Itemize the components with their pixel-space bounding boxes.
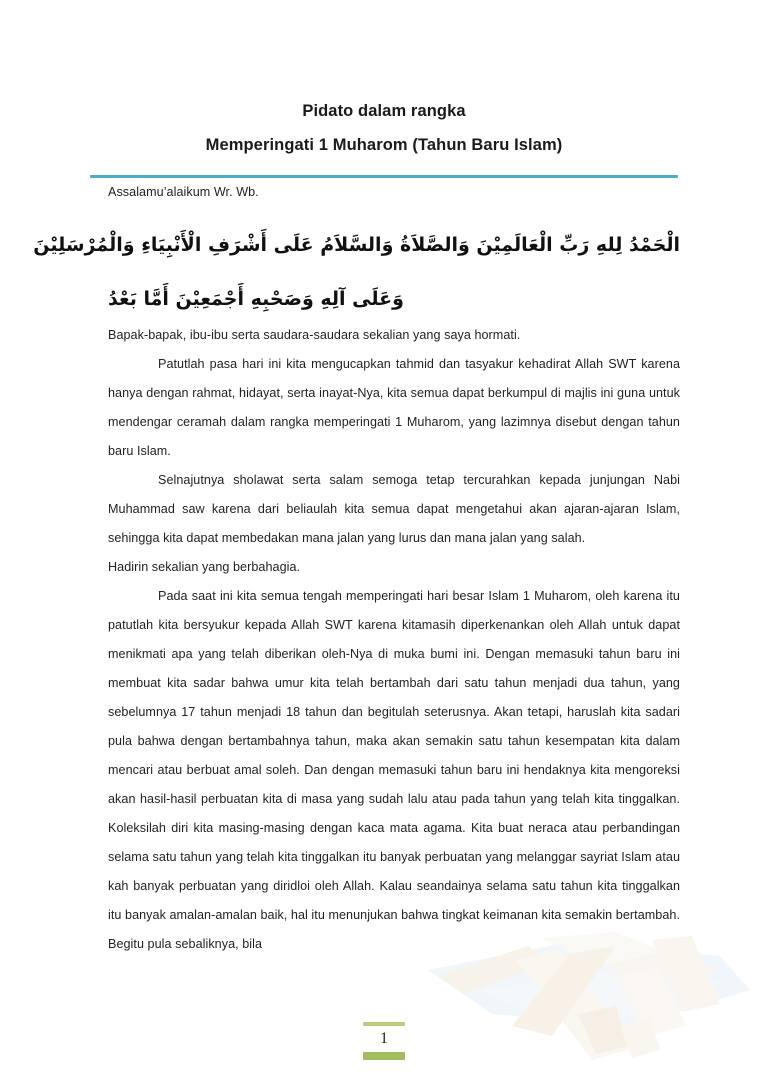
addressee-line-1: Bapak-bapak, ibu-ibu serta saudara-saudara sekalian yang saya hormati. (108, 328, 521, 342)
arabic-invocation-line-1: الْحَمْدُ لِلهِ رَبِّ الْعَالَمِيْنَ وَالصَّلاَةُ وَالسَّلاَمُ عَلَى أَشْرَفِ الْأَنْبِيَاءِ وَالْمُرْسَلِيْنَ (33, 234, 680, 256)
body-text-area (33, 178, 680, 959)
page-number: 1 (380, 1030, 388, 1047)
page-number-bar-top (363, 1022, 405, 1026)
page-footer (0, 1022, 768, 1060)
greeting-salam: Assalamu’alaikum Wr. Wb. (108, 185, 259, 199)
paragraph-1: Patutlah pasa hari ini kita mengucapkan tahmid dan tasyakur kehadirat Allah SWT karena hanya dengan rahmat, hidayat, serta inayat-Nya, kita semua dapat berkumpul di majlis ini guna untuk mendengar ceramah dalam rangka memperingati 1 Muharom, yang lazimnya disebut dengan tahun baru Islam. (108, 357, 680, 458)
page-number-bar-bottom (363, 1052, 405, 1060)
arabic-invocation-line-2: وَعَلَى آلِهِ وَصَحْبِهِ أَجْمَعِيْنَ أَمَّا بَعْدُ (108, 288, 404, 310)
addressee-line-2: Hadirin sekalian yang berbahagia. (108, 560, 301, 574)
page-title-line-1: Pidato dalam rangka (302, 102, 466, 120)
paragraph-3: Pada saat ini kita semua tengah memperingati hari besar Islam 1 Muharom, oleh karena itu patutlah kita bersyukur kepada Allah SWT karena kitamasih diperkenankan oleh Allah untuk dapat menikmati apa yang telah diberikan oleh-Nya di muka bumi ini. Dengan memasuki tahun baru ini membuat kita sadar bahwa umur kita telah bertambah dari satu tahun menjadi dua tahun, yang sebelumnya 17 tahun menjadi 18 tahun dan begitulah seterusnya. Akan tetapi, haruslah kita sadari pula bahwa dengan bertambahnya tahun, maka akan semakin satu tahun kesempatan kita dalam mencari atau berbuat amal soleh. Dan dengan memasuki tahun baru ini hendaknya kita mengoreksi akan hasil-hasil perbuatan kita di masa yang sudah lalu atau pada tahun yang telah kita tinggalkan. Koleksilah diri kita masing-masing dengan kaca mata agama. Kita buat neraca atau perbandingan selama satu tahun yang telah kita tinggalkan itu banyak perbuatan yang melanggar sayriat Islam atau kah banyak perbuatan yang diridloi oleh Allah. Kalau seandainya selama satu tahun kita tinggalkan itu banyak amalan-amalan baik, hal itu menunjukan bahwa tingkat keimanan kita semakin bertambah. Begitu pula sebaliknya, bila (108, 589, 680, 951)
document-title-block (0, 0, 768, 178)
page-title-line-2: Memperingati 1 Muharom (Tahun Baru Islam) (205, 136, 563, 154)
paragraph-2: Selnajutnya sholawat serta salam semoga tetap tercurahkan kepada junjungan Nabi Muhammad saw karena dari beliaulah kita semua dapat mengetahui akan ajaran-ajaran Islam, sehingga kita dapat membedakan mana jalan yang lurus dan mana jalan yang salah. (108, 473, 680, 545)
